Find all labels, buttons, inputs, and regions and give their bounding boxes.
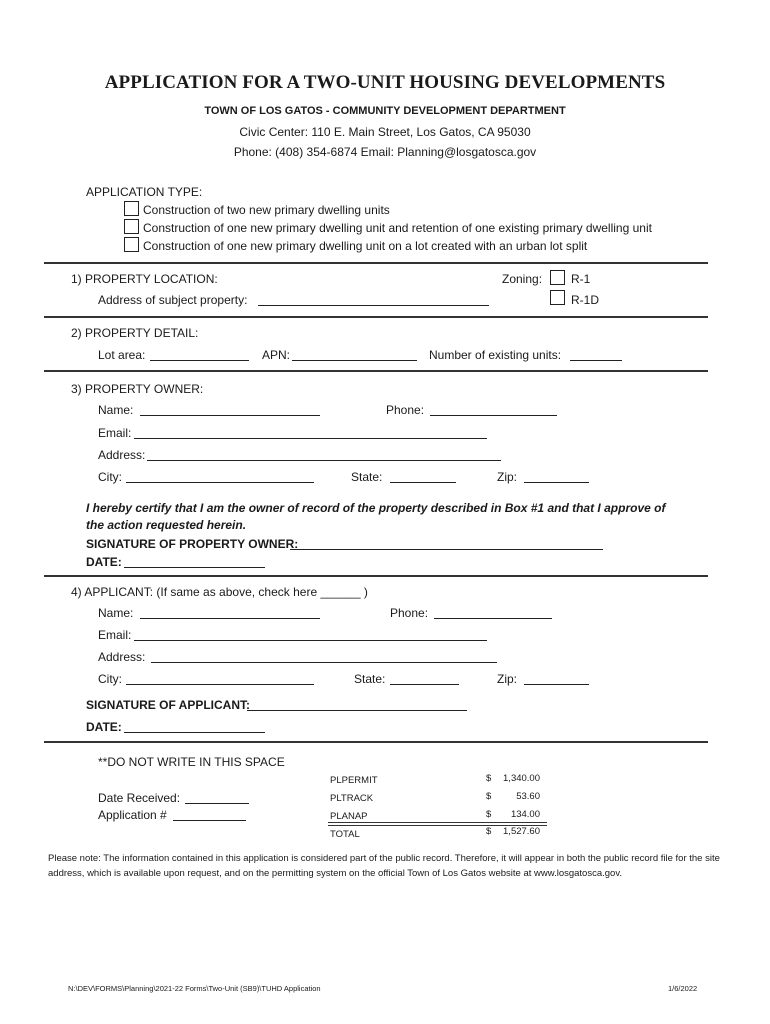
- owner-address-field[interactable]: [147, 448, 501, 461]
- fee-code-pltrack: PLTRACK: [330, 793, 374, 804]
- section-divider: [44, 370, 708, 372]
- owner-date-label: DATE:: [86, 555, 122, 569]
- department-address: Civic Center: 110 E. Main Street, Los Gatos, CA 95030: [239, 125, 531, 139]
- applicant-name-label: Name:: [98, 606, 134, 620]
- fee-currency-plpermit: $: [486, 773, 492, 784]
- apn-label: APN:: [262, 348, 291, 362]
- owner-date-field[interactable]: [124, 555, 265, 568]
- zoning-r1-checkbox[interactable]: [550, 270, 565, 285]
- fee-total-amount: 1,527.60: [503, 826, 540, 837]
- owner-signature-field[interactable]: [290, 537, 603, 550]
- application-type-checkbox-3[interactable]: [124, 237, 139, 252]
- applicant-signature-field[interactable]: [247, 698, 467, 711]
- application-number-field[interactable]: [173, 808, 246, 821]
- fee-currency-planap: $: [486, 809, 492, 820]
- owner-address-label: Address:: [98, 448, 146, 462]
- owner-zip-field[interactable]: [524, 470, 589, 483]
- applicant-email-label: Email:: [98, 628, 132, 642]
- lot-area-field[interactable]: [150, 348, 249, 361]
- applicant-address-field[interactable]: [151, 650, 497, 663]
- owner-state-field[interactable]: [390, 470, 456, 483]
- date-received-label: Date Received:: [98, 791, 181, 805]
- fee-currency-pltrack: $: [486, 791, 492, 802]
- page-title: APPLICATION FOR A TWO-UNIT HOUSING DEVELOPMENTS: [104, 72, 666, 93]
- department-contact: Phone: (408) 354-6874 Email: Planning@losgatosca.gov: [233, 145, 537, 159]
- fee-code-planap: PLANAP: [330, 811, 368, 822]
- fee-total-rule: [328, 822, 547, 823]
- applicant-name-field[interactable]: [140, 606, 320, 619]
- footer-file-path: N:\DEV\FORMS\Planning\2021-22 Forms\Two-Unit (SB9)\TUHD Application: [68, 984, 321, 993]
- applicant-date-label: DATE:: [86, 720, 122, 734]
- property-detail-heading: 2) PROPERTY DETAIL:: [71, 326, 199, 340]
- zoning-label: Zoning:: [502, 272, 543, 286]
- applicant-phone-field[interactable]: [434, 606, 552, 619]
- zoning-r1-label: R-1: [571, 272, 591, 286]
- footer-date: 1/6/2022: [668, 984, 698, 993]
- applicant-phone-label: Phone:: [390, 606, 429, 620]
- applicant-heading: 4) APPLICANT: (If same as above, check here ______ ): [71, 585, 368, 599]
- existing-units-field[interactable]: [570, 348, 622, 361]
- applicant-city-label: City:: [98, 672, 122, 686]
- owner-signature-label: SIGNATURE OF PROPERTY OWNER:: [86, 537, 299, 551]
- application-type-option-1: Construction of two new primary dwelling units: [143, 203, 390, 217]
- zoning-r1d-checkbox[interactable]: [550, 290, 565, 305]
- owner-certification-line-1: I hereby certify that I am the owner of record of the property described in Box #1 and that I approve of: [86, 501, 666, 515]
- existing-units-label: Number of existing units:: [429, 348, 562, 362]
- lot-area-label: Lot area:: [98, 348, 146, 362]
- owner-city-field[interactable]: [126, 470, 314, 483]
- application-type-checkbox-2[interactable]: [124, 219, 139, 234]
- owner-certification-line-2: the action requested herein.: [86, 518, 247, 532]
- applicant-state-field[interactable]: [390, 672, 459, 685]
- section-divider: [44, 575, 708, 577]
- application-type-option-3: Construction of one new primary dwelling unit on a lot created with an urban lot split: [143, 239, 588, 253]
- applicant-address-label: Address:: [98, 650, 146, 664]
- fee-total-label: TOTAL: [330, 829, 360, 840]
- application-type-checkbox-1[interactable]: [124, 201, 139, 216]
- application-type-label: APPLICATION TYPE:: [86, 185, 203, 199]
- fee-amount-plpermit: 1,340.00: [503, 773, 540, 784]
- applicant-signature-label: SIGNATURE OF APPLICANT:: [86, 698, 250, 712]
- owner-email-field[interactable]: [134, 426, 487, 439]
- owner-city-label: City:: [98, 470, 122, 484]
- applicant-email-field[interactable]: [134, 628, 487, 641]
- office-use-heading: **DO NOT WRITE IN THIS SPACE: [98, 755, 285, 769]
- application-type-option-2: Construction of one new primary dwelling unit and retention of one existing primary dwelling unit: [143, 221, 652, 235]
- application-number-label: Application #: [98, 808, 167, 822]
- fee-total-currency: $: [486, 826, 492, 837]
- subject-address-field[interactable]: [258, 293, 489, 306]
- subject-address-label: Address of subject property:: [98, 293, 248, 307]
- section-divider: [44, 741, 708, 743]
- fee-amount-pltrack: 53.60: [516, 791, 540, 802]
- section-divider: [44, 262, 708, 264]
- owner-state-label: State:: [351, 470, 383, 484]
- fee-amount-planap: 134.00: [510, 809, 540, 820]
- applicant-date-field[interactable]: [124, 720, 265, 733]
- owner-name-label: Name:: [98, 403, 134, 417]
- property-location-heading: 1) PROPERTY LOCATION:: [71, 272, 218, 286]
- applicant-zip-label: Zip:: [497, 672, 518, 686]
- owner-zip-label: Zip:: [497, 470, 518, 484]
- owner-name-field[interactable]: [140, 403, 320, 416]
- apn-field[interactable]: [292, 348, 417, 361]
- fee-code-plpermit: PLPERMIT: [330, 775, 378, 786]
- applicant-state-label: State:: [354, 672, 386, 686]
- section-divider: [44, 316, 708, 318]
- owner-email-label: Email:: [98, 426, 132, 440]
- owner-phone-field[interactable]: [430, 403, 557, 416]
- owner-phone-label: Phone:: [386, 403, 425, 417]
- applicant-city-field[interactable]: [126, 672, 314, 685]
- public-record-note: Please note: The information contained in this application is considered part of the public record. Therefore, it will appear in both the public record file for the site address, which is available upon request, and on the permitting system on the official Town of Los Gatos website at www.losgatosca.gov.: [48, 853, 720, 879]
- date-received-field[interactable]: [185, 791, 249, 804]
- department-name: TOWN OF LOS GATOS - COMMUNITY DEVELOPMENT DEPARTMENT: [204, 105, 566, 117]
- applicant-zip-field[interactable]: [524, 672, 589, 685]
- property-owner-heading: 3) PROPERTY OWNER:: [71, 382, 204, 396]
- zoning-r1d-label: R-1D: [571, 293, 600, 307]
